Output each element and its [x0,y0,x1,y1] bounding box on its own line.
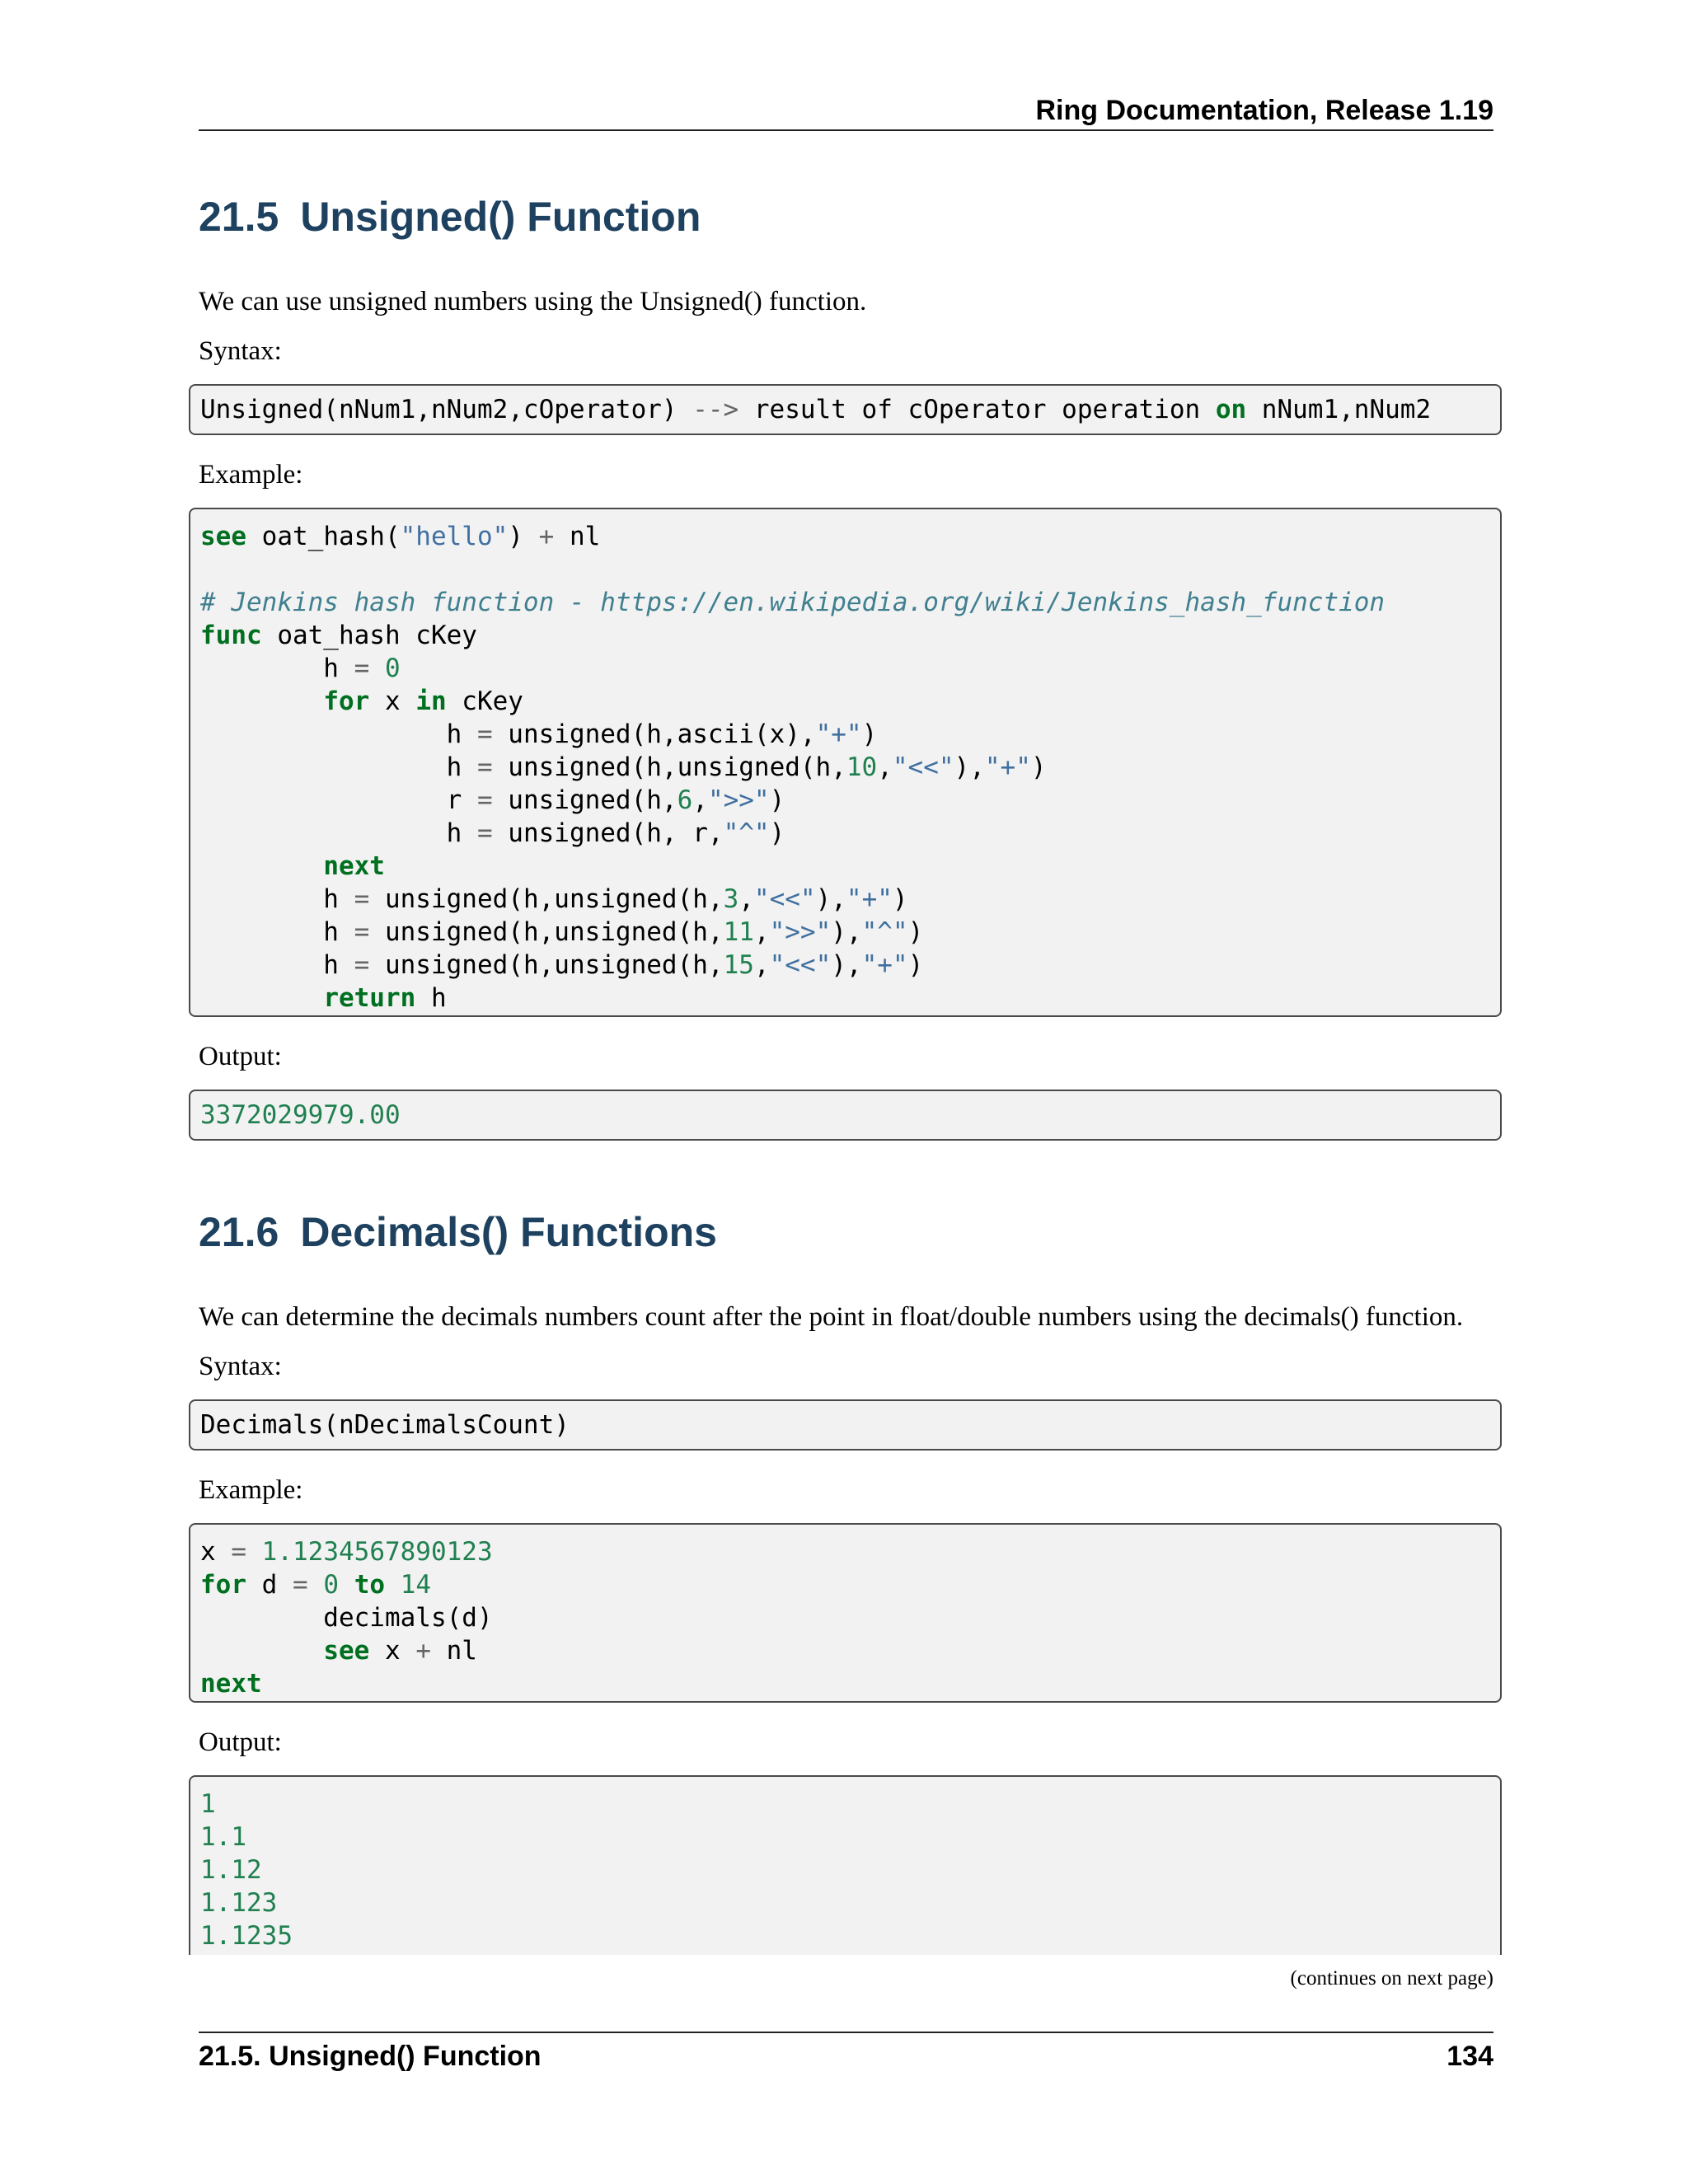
code-line: r = unsigned(h,6,">>") [200,785,785,815]
unsigned-output-label: Output: [199,1042,282,1071]
footer-section-title: 21.5. Unsigned() Function [199,2041,542,2072]
output-line: 3372029979.00 [200,1100,401,1130]
unsigned-syntax-label: Syntax: [199,336,282,366]
code-line: return h [323,983,447,1013]
decimals-example-code [189,1523,1502,1703]
unsigned-example-label: Example: [199,460,303,490]
section-number: 21.5 [199,194,279,240]
continues-note: (continues on next page) [1290,1967,1493,1990]
code-line: see oat_hash("hello") + nl [200,522,601,551]
section-number: 21.6 [199,1209,279,1255]
code-line: next [323,851,385,881]
code-line: for d = 0 to 14 [200,1570,432,1600]
section-heading-unsigned [199,192,701,241]
page-number: 134 [1447,2041,1493,2072]
code-line: decimals(d) [200,1603,493,1633]
code-line [200,553,1490,586]
code-line: # Jenkins hash function - https://en.wikipedia.org/wiki/Jenkins_hash_function [200,588,1386,617]
footer-divider [199,2032,1493,2033]
output-line: 1.1 [200,1822,246,1852]
output-line: 1.1235 [200,1921,293,1951]
decimals-output-label: Output: [199,1727,282,1757]
decimals-syntax-code [189,1399,1502,1451]
code-line: h = unsigned(h,unsigned(h,15,"<<"),"+") [200,950,924,980]
unsigned-example-code [189,508,1502,1017]
code-line: h = unsigned(h,unsigned(h,3,"<<"),"+") [200,884,908,914]
decimals-output-code [189,1775,1502,1955]
decimals-syntax-label: Syntax: [199,1352,282,1381]
section-title: Decimals() Functions [300,1209,717,1255]
code-line: for x in cKey [323,687,523,716]
unsigned-intro: We can use unsigned numbers using the Unsigned() function. [199,287,867,316]
code-line: h = unsigned(h,unsigned(h,10,"<<"),"+") [200,752,1047,782]
unsigned-syntax-code [189,384,1502,435]
code-line: h = unsigned(h,ascii(x),"+") [200,719,878,749]
running-header: Ring Documentation, Release 1.19 [1035,95,1493,126]
decimals-example-label: Example: [199,1475,303,1505]
code-line: h = 0 [200,654,401,683]
code-line: Unsigned(nNum1,nNum2,cOperator) --> result of cOperator operation on nNum1,nNum2 [200,395,1432,424]
header-divider [199,129,1493,131]
section-heading-decimals [199,1207,717,1257]
code-line: see x + nl [323,1636,477,1666]
output-line: 1.123 [200,1888,278,1918]
section-title: Unsigned() Function [300,194,701,240]
code-line: Decimals(nDecimalsCount) [200,1410,570,1440]
code-line: next [200,1669,262,1699]
code-line: h = unsigned(h,unsigned(h,11,">>"),"^") [200,917,924,947]
output-line: 1 [200,1789,216,1819]
code-line: h = unsigned(h, r,"^") [200,818,785,848]
code-line: x = 1.1234567890123 [200,1537,493,1567]
code-line: func oat_hash cKey [200,621,477,650]
decimals-intro: We can determine the decimals numbers count after the point in float/double numbers using the decimals() function. [199,1302,1464,1332]
unsigned-output-code [189,1090,1502,1141]
output-line: 1.12 [200,1855,262,1885]
